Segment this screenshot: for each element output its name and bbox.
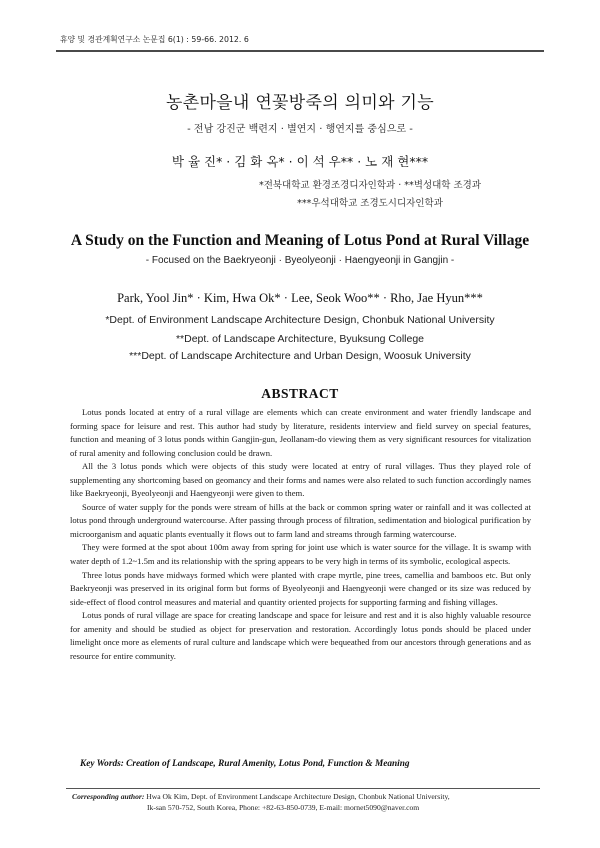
english-affiliation-2: **Dept. of Landscape Architecture, Byuksung College: [175, 333, 425, 345]
korean-authors: 박 율 진* · 김 화 옥* · 이 석 우** · 노 재 현***: [171, 154, 429, 169]
abstract-paragraph: All the 3 lotus ponds which were objects of this study were located at entry of rural villages. Thus they played role of supplementing any shortcoming based on geomancy and their forms and names were also related to such function accordingly names like Baekryeonji, Byeolyeonji and Haengyeonji were given to them.: [70, 461, 531, 499]
keywords: Key Words: Creation of Landscape, Rural Amenity, Lotus Pond, Function & Meaning: [80, 759, 410, 769]
english-authors: Park, Yool Jin* · Kim, Hwa Ok* · Lee, Seok Woo** · Rho, Jae Hyun***: [117, 291, 483, 305]
footnote-label: Corresponding author:: [72, 792, 145, 801]
corresponding-author-footnote: [72, 792, 542, 813]
abstract-body: [70, 406, 531, 663]
korean-title: 농촌마을내 연꽃방죽의 의미와 기능: [166, 93, 434, 113]
header-rule: [56, 50, 544, 52]
korean-affiliation-1: *전북대학교 환경조경디자인학과 · **벽성대학 조경과: [258, 180, 482, 191]
footnote-text-1: Hwa Ok Kim, Dept. of Environment Landscape Architecture Design, Chonbuk National University,: [146, 792, 450, 801]
footnote-text-2: Ik-san 570-752, South Korea, Phone: +82-63-850-0739, E-mail: mornet5090@naver.com: [147, 802, 420, 812]
english-affiliation-3: ***Dept. of Landscape Architecture and Urban Design, Woosuk University: [129, 350, 471, 362]
english-affiliation-1: *Dept. of Environment Landscape Architecture Design, Chonbuk National University: [105, 314, 495, 326]
abstract-paragraph: Source of water supply for the ponds were stream of hills at the back or common spring water or rainfall and it was collected at lotus pond through underground watercourse. After passing through process of filtration, sedimentation and biological purification by microorganism and aquatic plants eventually it flows out to farm land and streams through farming watercourse.: [70, 501, 531, 539]
footnote-line-1: [72, 792, 542, 803]
korean-subtitle: - 전남 강진군 백련지 · 별연지 · 행연지를 중심으로 -: [187, 124, 413, 135]
abstract-paragraph: Lotus ponds of rural village are space for creating landscape and space for leisure and rest and it is also highly valuable resource for amenity and should be studied as object for preservation and restoration. Accordingly lotus ponds should be placed under limelight once more as elements of rural culture and landscape which were bequeathed from our ancestors through generations and as resource for entire community.: [70, 610, 531, 661]
journal-header: 휴양 및 경관계획연구소 논문집 6(1) : 59-66. 2012. 6: [60, 35, 249, 44]
abstract-heading: ABSTRACT: [261, 386, 339, 401]
english-title: A Study on the Function and Meaning of Lotus Pond at Rural Village: [70, 232, 530, 249]
english-subtitle: - Focused on the Baekryeonji · Byeolyeonji · Haengyeonji in Gangjin -: [145, 255, 455, 266]
footnote-rule: [66, 788, 540, 789]
abstract-paragraph: Three lotus ponds have midways formed which were planted with crape myrtle, pine trees, camellia and bamboos etc. But only Baekryeonji was preserved in its original form but forms of Byeolyeonji and Haengyeonji were changed or its size was reduced by side-effect of flood control measures and material and quantity oriented projects for supporting farming and fishing villages.: [70, 569, 531, 607]
abstract-paragraph: Lotus ponds located at entry of a rural village are elements which can create environment and water friendly landscape and forming space for leisure and rest. This author had study by literature, residents interview and field survey on special features, function and meaning of 3 lotus ponds within Gangjin-gun, Jeollanam-do viewing them as very significant resources for vitalization of rural amenity and following conclusion could be drawn.: [70, 407, 531, 458]
korean-affiliation-2: ***우석대학교 조경도시디자인학과: [297, 198, 443, 209]
abstract-paragraph: They were formed at the spot about 100m away from spring for joint use which is water source for the village. It is swamp with water depth of 1.2~1.5m and its relationship with the spring appears to be very high in terms of its symbolic, ecological aspects.: [70, 542, 531, 567]
